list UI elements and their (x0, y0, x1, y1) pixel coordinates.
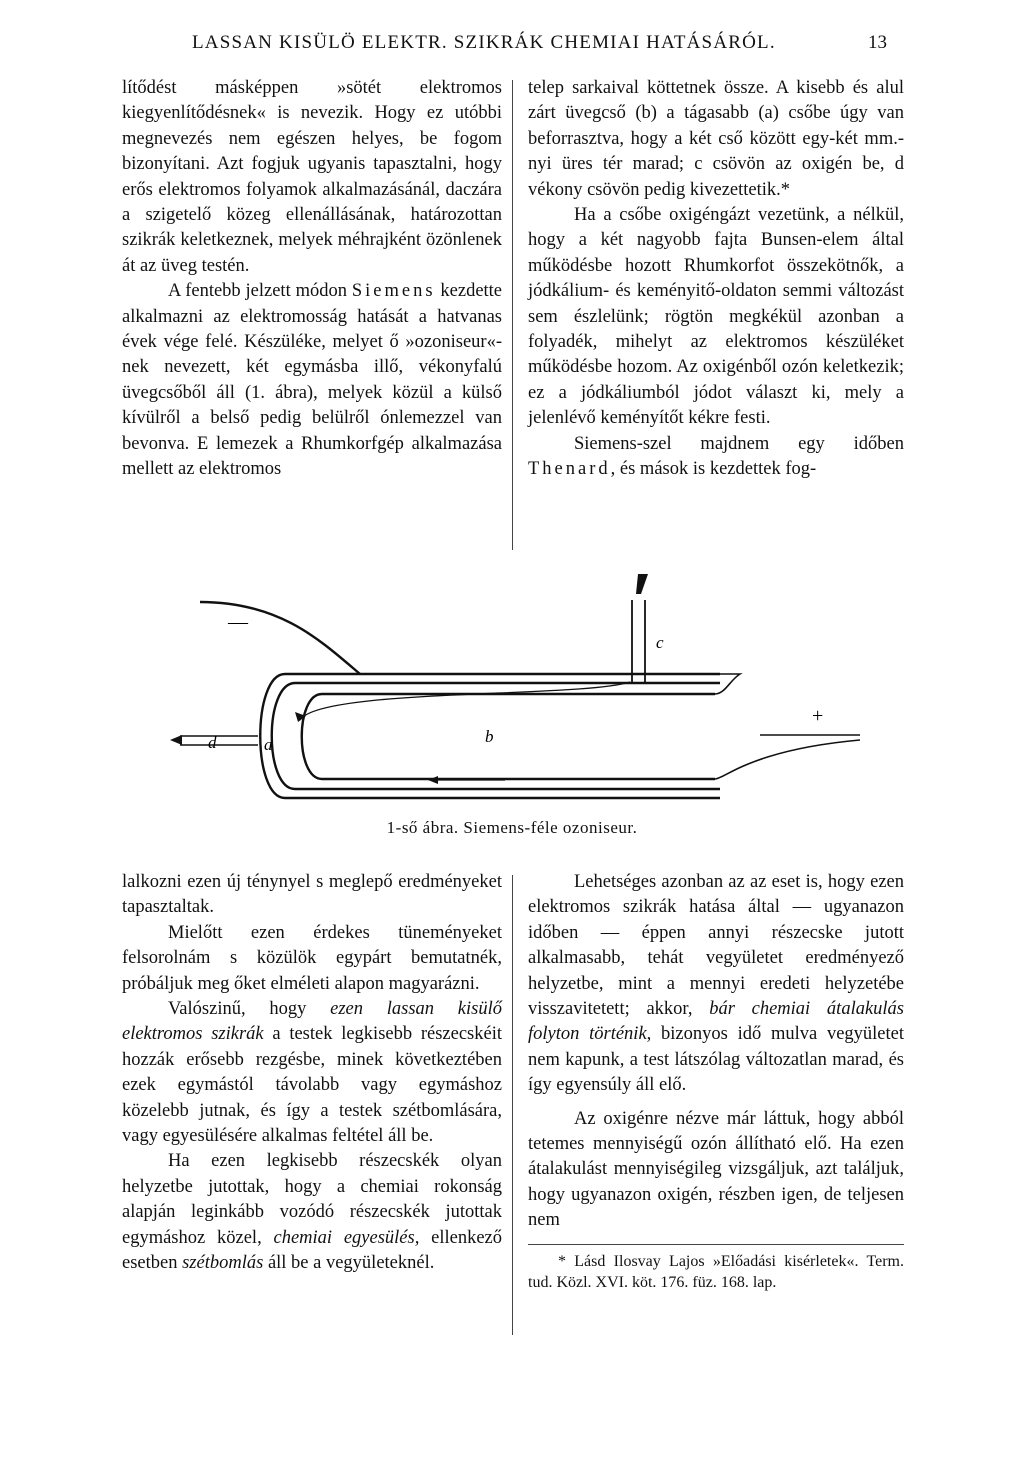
text-span: Lehetséges azonban az az eset is, hogy ezen elektromos szikrák hatása által — ugyanazon időben — éppen annyi részecske jutott alkalmasabb, tehát vegyületet eredményező helyzetbe, mint a mennyi eredeti helyzetébe visszavitetett; akkor, (528, 872, 904, 1020)
emphasis: ezen lassan kisülő elektromos szikrák (122, 999, 502, 1045)
column-divider-top (512, 80, 513, 550)
down-arrow-c (636, 574, 648, 594)
paragraph (122, 279, 502, 482)
column-top-right (528, 76, 904, 483)
text-span: Siemens-szel majdnem egy időben (574, 433, 904, 454)
paragraph (528, 432, 904, 483)
text-span: áll be a vegyületeknél. (267, 1253, 435, 1274)
flow-lower-arrowhead (428, 776, 438, 784)
d-arrow-head (170, 735, 182, 745)
label-c: c (656, 633, 664, 652)
text-span: Valószinű, hogy (168, 999, 307, 1020)
paragraph (122, 997, 502, 1149)
footnote (528, 1244, 904, 1293)
inner-tube-lower-flare (715, 740, 860, 779)
paragraph: lítődést másképpen »sötét elektromos kiegyenlítődésnek« is nevezik. Hogy ez utóbbi megnevezés nem egészen helyes, be fogom bizonyítani. Azt fogjuk ugyanis tapasztalni, hogy erős elektromos folyamok alkalmazásánál, daczára a szigetelő közeg ellenállásának, határozottan szikrák keletkeznek, melyek méhrajként özönlenek át az üveg testén. (122, 78, 502, 276)
inner-tube-curve (302, 694, 322, 779)
text-span: bizonyos idő mulva vegyületet nem kapunk, a test látszólag változatlan marad, és így egyensúly áll elő. (528, 1024, 904, 1096)
ozoniseur-diagram (160, 570, 860, 810)
flow-arrow-path (300, 682, 630, 720)
name-siemens: Siemens (351, 281, 436, 302)
label-minus: — (228, 611, 248, 633)
emphasis: bár chemiai átalakulás folyton történik, (528, 999, 905, 1045)
running-title: LASSAN KISÜLÖ ELEKTR. SZIKRÁK CHEMIAI HATÁSÁRÓL. (192, 32, 776, 53)
label-d: d (208, 733, 217, 752)
paragraph (122, 1149, 502, 1276)
text-span: kezdette alkalmazni az elektromosság hatását a hatvanas évek vége felé. Készüléke, melyet ő »ozoniseur«-nek nevezett, két egymásba illő, vékonyfalú üvegcsőből áll (1. ábra), melyek közül a külső kívülről a belső pedig belülről ónlemezzel van bevonva. E lemezek a Rhumkorfgép alkalmazása mellett az elektromos (122, 281, 503, 480)
paragraph: telep sarkaival köttetnek össze. A kisebb és alul zárt üvegcső (b) a tágasabb (a) csőbe úgy van beforrasztva, hogy a két cső között egy-két mm.-nyi üres tér marad; c csövön az oxigén be, d vékony csövön pedig kivezettetik.* (528, 78, 904, 200)
column-top-left (122, 76, 502, 483)
footnote-text: * Lásd Ilosvay Lajos »Előadási kisérletek«. Term. tud. Közl. XVI. köt. 176. füz. 168. lap. (528, 1252, 904, 1291)
paragraph: Az oxigénre nézve már láttuk, hogy abból tetemes mennyiségű ozón állítható elő. Ha ezen átalakulást mennyiségileg vizsgáljuk, azt találjuk, hogy ugyanazon oxigén, részben igen, de teljesen nem (528, 1108, 904, 1231)
text-span: Ha ezen legkisebb részecskék olyan helyzetbe jutottak, hogy a chemiai rokonság alapján leginkább vozódó részecskék jutottak egymáshoz közel, (122, 1151, 502, 1248)
ozoniseur-figure (160, 570, 860, 810)
page-header (0, 32, 1024, 62)
label-b: b (485, 727, 494, 746)
text-span: , és mások is kezdettek fog- (610, 459, 817, 480)
paragraph: Ha a csőbe oxigéngázt vezetünk, a nélkül, hogy a két nagyobb fajta Bunsen-elem által működésbe hozott Rhumkorfot összekötnők, a jódkálium- és keményitő-oldaton semmi változást sem észlelünk; rögtön megkékül azonban a folyadék, mihelyt az elektromos készüléket működésbe hozom. Az oxigénből ozón keletkezik; ez a jódkáliumból jódot választ ki, mely a jelenlévő keményítőt kékre festi. (528, 205, 904, 429)
name-thenard: Thenard (528, 459, 611, 480)
emphasis: chemiai egyesülés, (273, 1227, 420, 1248)
column-bottom-left (122, 870, 502, 1277)
emphasis: szétbomlás (182, 1253, 264, 1274)
text-span: a testek legkisebb részecskéit hozzák erősebb rezgésbe, minek következtében ezek egymástól távolabb vagy egymáshoz közelebb jutnak, és így a testek szétbomlására, vagy egyesülésére alkalmas feltétel áll be. (122, 1024, 502, 1147)
column-divider-bottom (512, 875, 513, 1335)
text-span: ellenkező esetben (122, 1227, 502, 1274)
page-number: 13 (868, 32, 887, 53)
outer-electrode-wire (200, 602, 360, 674)
paragraph: Mielőtt ezen érdekes tüneményeket felsorolnám s közülök egypárt bemutatnék, próbáljuk meg őket elméleti alapon magyarázni. (122, 922, 502, 994)
label-a: a (264, 735, 273, 754)
paragraph (528, 870, 904, 1099)
label-plus: + (812, 705, 824, 727)
text-span: A fentebb jelzett módon (168, 281, 347, 302)
figure-caption: 1-ső ábra. Siemens-féle ozoniseur. (386, 818, 638, 837)
paragraph: lalkozni ezen új ténynyel s meglepő eredményeket tapasztaltak. (122, 872, 502, 918)
outer-tube-curve-inner (272, 683, 295, 789)
column-bottom-right (528, 870, 904, 1293)
